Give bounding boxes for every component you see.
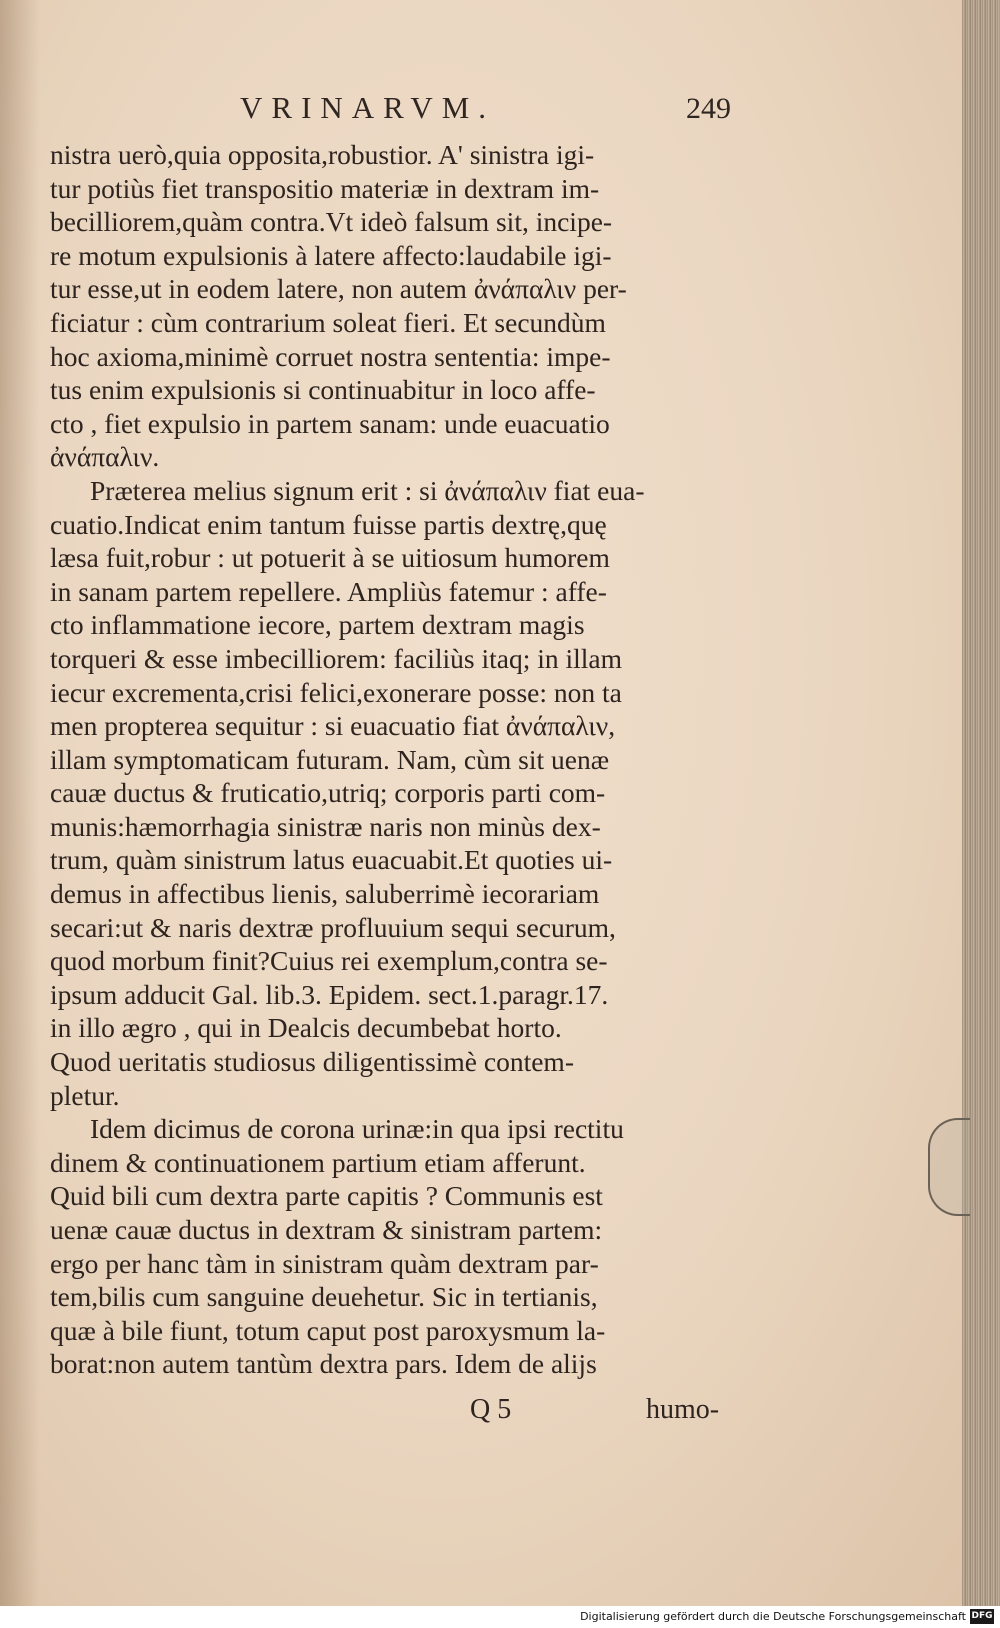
text-line: re motum expulsionis à latere affecto:laudabile igi- (50, 239, 612, 271)
text-line: men propterea sequitur : si euacuatio fiat ἀνάπαλιν, (50, 710, 616, 742)
page-edges (962, 0, 1000, 1606)
text-line: iecur excrementa,crisi felici,exonerare posse: non ta (50, 676, 622, 708)
text-line: torqueri & esse imbecilliorem: faciliùs itaq; in illam (50, 642, 623, 674)
text-line: tus enim expulsionis si continuabitur in loco affe- (50, 374, 596, 406)
body-text (50, 138, 740, 1381)
text-line: demus in affectibus lienis, saluberrimè iecorariam (50, 878, 600, 910)
text-line: Quid bili cum dextra parte capitis ? Communis est (50, 1180, 603, 1212)
footer-bar (0, 1606, 1000, 1628)
text-line: cauæ ductus & fruticatio,utriq; corporis parti com- (50, 777, 606, 809)
paragraph (50, 138, 740, 474)
text-line: borat:non autem tantùm dextra pars. Idem de alijs (50, 1348, 597, 1380)
clip-mark (928, 1118, 970, 1216)
text-line: illam symptomaticam futuram. Nam, cùm sit uenæ (50, 743, 610, 775)
text-line: nistra uerò,quia opposita,robustior. A' sinistra igi- (50, 139, 595, 170)
text-line: cuatio.Indicat enim tantum fuisse partis dextrę,quę (50, 508, 607, 540)
catchword: humo- (646, 1394, 720, 1425)
text-line: uenæ cauæ ductus in dextram & sinistram partem: (50, 1214, 603, 1245)
text-line: ipsum adducit Gal. lib.3. Epidem. sect.1.paragr.17. (50, 978, 609, 1010)
text-line: læsa fuit,robur : ut potuerit à se uitiosum humorem (50, 542, 610, 574)
text-line: tem,bilis cum sanguine deuehetur. Sic in tertianis, (50, 1281, 598, 1313)
text-line: quod morbum finit?Cuius rei exemplum,contra se- (50, 945, 608, 977)
paragraph (50, 1112, 740, 1381)
text-line: hoc axioma,minimè corruet nostra sententia: impe- (50, 340, 611, 372)
gutter-shadow (0, 0, 40, 1606)
text-line: trum, quàm sinistrum latus euacuabit.Et quoties ui- (50, 844, 613, 876)
signature-mark: Q 5 (470, 1394, 512, 1425)
text-line: ἀνάπαλιν. (50, 441, 160, 473)
text-line: Præterea melius signum erit : si ἀνάπαλιν fiat eua- (90, 474, 645, 506)
text-line: munis:hæmorrhagia sinistræ naris non minùs dex- (50, 810, 601, 842)
text-line: cto , fiet expulsio in partem sanam: unde euacuatio (50, 407, 610, 439)
running-head: VRINARVM. (240, 90, 496, 125)
text-line: pletur. (50, 1079, 120, 1111)
page-number: 249 (686, 92, 731, 125)
text-line: quæ à bile fiunt, totum caput post paroxysmum la- (50, 1314, 606, 1346)
text-line: in sanam partem repellere. Ampliùs fatemur : affe- (50, 575, 607, 607)
funding-credit: Digitalisierung gefördert durch die Deutsche Forschungsgemeinschaft (580, 1610, 966, 1623)
text-line: tur potiùs fiet transpositio materiæ in dextram im- (50, 172, 600, 204)
page-foot (470, 1394, 760, 1434)
text-line: ergo per hanc tàm in sinistram quàm dextram par- (50, 1247, 599, 1279)
text-line: dinem & continuationem partium etiam afferunt. (50, 1146, 586, 1178)
text-line: cto inflammatione iecore, partem dextram magis (50, 609, 585, 641)
paragraph (50, 474, 740, 1112)
text-line: Quod ueritatis studiosus diligentissimè contem- (50, 1046, 574, 1078)
text-line: ficiatur : cùm contrarium soleat fieri. Et secundùm (50, 306, 606, 338)
dfg-logo: DFG (970, 1609, 994, 1624)
text-line: secari:ut & naris dextræ profluuium sequi securum, (50, 911, 616, 943)
text-line: becilliorem,quàm contra.Vt ideò falsum sit, incipe- (50, 206, 613, 238)
text-line: tur esse,ut in eodem latere, non autem ἀνάπαλιν per- (50, 273, 627, 305)
text-line: Idem dicimus de corona urinæ:in qua ipsi rectitu (90, 1113, 624, 1145)
text-line: in illo ægro , qui in Dealcis decumbebat horto. (50, 1012, 562, 1044)
